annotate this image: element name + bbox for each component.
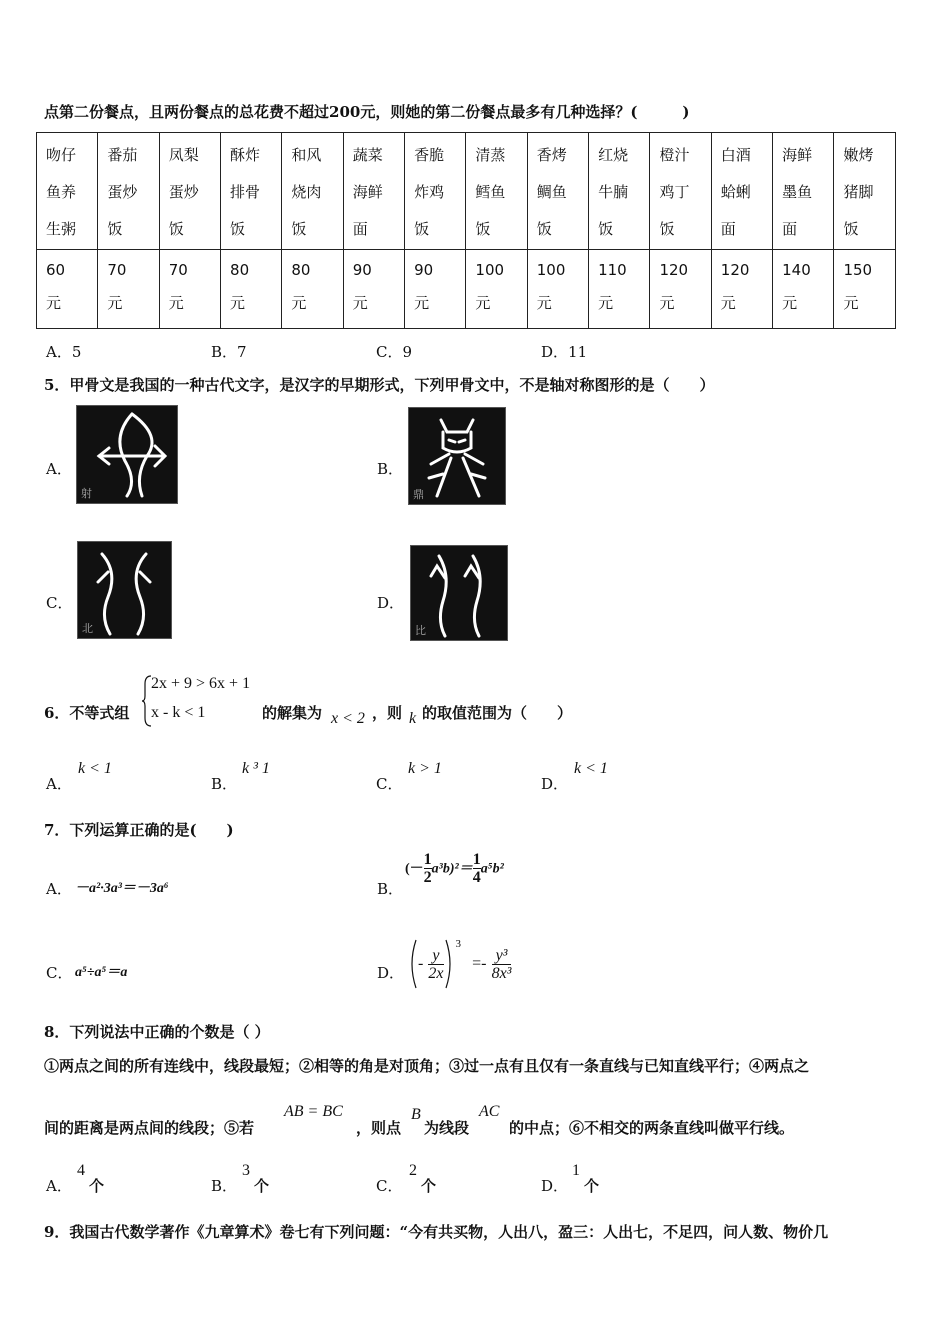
menu-item-name-line: 饭 xyxy=(168,220,184,238)
menu-item-price-line: 140 xyxy=(782,261,811,279)
d-num: y xyxy=(432,946,440,964)
menu-item-name-line: 牛腩 xyxy=(598,183,629,201)
q6-option-c-label[interactable]: C． xyxy=(376,775,403,793)
menu-item-name-line: 生粥 xyxy=(46,220,77,238)
menu-item-name-cell xyxy=(282,133,343,250)
left-paren-icon xyxy=(406,938,418,990)
menu-item-name-line: 饭 xyxy=(598,220,614,238)
menu-item-name-line: 和风 xyxy=(291,146,322,164)
q8-option-c-unit: 个 xyxy=(421,1177,437,1195)
menu-item-name-line: 猪脚 xyxy=(843,183,874,201)
b-frac2-num: 1 xyxy=(472,851,481,868)
menu-item-price-cell xyxy=(159,250,220,329)
menu-item-name-line: 烧肉 xyxy=(291,183,322,201)
menu-item-name-line: 吻仔 xyxy=(46,146,77,164)
menu-item-price-line: 120 xyxy=(720,261,750,279)
menu-item-name-cell xyxy=(405,133,466,250)
q7-option-a-label[interactable]: A． xyxy=(46,880,72,898)
ding-glyph-image[interactable] xyxy=(408,407,506,505)
menu-item-name-line: 面 xyxy=(720,220,736,238)
inequality-1: 2x + 9 > 6x + 1 xyxy=(151,675,251,692)
menu-item-price-line: 80 xyxy=(230,261,250,279)
menu-item-price-line: 元 xyxy=(107,294,123,312)
b-mid: a³b)²＝ xyxy=(431,861,473,877)
menu-item-name-cell xyxy=(834,133,896,250)
q8-line2-expr: AB = BC xyxy=(284,1103,343,1120)
menu-item-name-line: 酥炸 xyxy=(230,146,261,164)
menu-item-price-cell xyxy=(773,250,834,329)
menu-item-name-line: 饭 xyxy=(230,220,246,238)
q9-stem: 9．我国古代数学著作《九章算术》卷七有下列问题：“今有共买物，人出八，盈三：人出七，不足四，问人数、物价几 xyxy=(44,1223,829,1241)
menu-item-price-line: 元 xyxy=(352,294,368,312)
q7-option-b-label[interactable]: B． xyxy=(377,880,404,898)
q5-option-b-label[interactable]: B． xyxy=(377,460,404,478)
menu-item-name-cell xyxy=(37,133,98,250)
q6-mid1: 的解集为 xyxy=(262,704,323,722)
menu-item-price-line: 元 xyxy=(475,294,491,312)
menu-item-price-line: 元 xyxy=(536,294,552,312)
inequality-2: x - k < 1 xyxy=(151,704,206,721)
q8-option-d-label[interactable]: D． xyxy=(541,1177,569,1195)
menu-item-price-line: 元 xyxy=(782,294,798,312)
menu-item-price-cell xyxy=(221,250,282,329)
q8-option-a-num: 4 xyxy=(77,1162,85,1179)
menu-item-price-cell xyxy=(405,250,466,329)
b-fraction-2 xyxy=(473,851,481,886)
menu-item-price-line: 70 xyxy=(107,261,127,279)
menu-item-name-cell xyxy=(98,133,159,250)
menu-item-price-line: 元 xyxy=(843,294,859,312)
q6-prefix: 6．不等式组 xyxy=(44,704,130,722)
q4-stem-tail: 点第二份餐点，且两份餐点的总花费不超过200元，则她的第二份餐点最多有几种选择？( ) xyxy=(44,103,690,121)
menu-item-name-line: 面 xyxy=(352,220,368,238)
q8-line2-var: B xyxy=(411,1106,421,1123)
q8-option-c-num: 2 xyxy=(409,1162,417,1179)
menu-item-price-cell xyxy=(589,250,650,329)
q5-stem: 5．甲骨文是我国的一种古代文字，是汉字的早期形式，下列甲骨文中，不是轴对称图形的是（ ） xyxy=(44,376,715,394)
glyph-caption: 北 xyxy=(82,622,93,635)
menu-item-price-line: 70 xyxy=(168,261,188,279)
glyph-caption: 射 xyxy=(81,487,92,500)
q8-option-d-num: 1 xyxy=(572,1162,580,1179)
menu-item-name-line: 炸鸡 xyxy=(414,183,445,201)
menu-item-price-cell xyxy=(37,250,98,329)
q8-line2-d: 的中点；⑥不相交的两条直线叫做平行线。 xyxy=(509,1119,795,1137)
b-open: (－ xyxy=(405,861,424,877)
b-fraction-1 xyxy=(424,851,432,886)
menu-item-name-line: 橙汁 xyxy=(659,146,690,164)
q7-option-d-label[interactable]: D． xyxy=(377,964,405,982)
q8-option-a-unit: 个 xyxy=(89,1177,105,1195)
q8-option-b-unit: 个 xyxy=(254,1177,270,1195)
menu-item-price-line: 100 xyxy=(536,261,566,279)
q6-solution: x < 2 xyxy=(331,710,365,727)
menu-item-price-line: 100 xyxy=(475,261,505,279)
menu-item-name-line: 饭 xyxy=(291,220,307,238)
menu-item-price-cell xyxy=(282,250,343,329)
menu-item-name-cell xyxy=(589,133,650,250)
q5-option-d-label[interactable]: D． xyxy=(377,594,405,612)
menu-item-name-line: 蔬菜 xyxy=(352,146,383,164)
q8-option-c-label[interactable]: C． xyxy=(376,1177,403,1195)
menu-item-name-line: 清蒸 xyxy=(475,146,506,164)
q7-option-d-expr xyxy=(406,938,511,990)
menu-item-name-line: 鲷鱼 xyxy=(536,183,567,201)
q4-option-c[interactable]: C．9 xyxy=(376,343,413,361)
b-frac1-den: 2 xyxy=(423,869,432,886)
menu-item-name-cell xyxy=(711,133,772,250)
q6-mid2: ，则 xyxy=(372,704,403,722)
menu-item-name-line: 番茄 xyxy=(107,146,138,164)
q7-option-c-label[interactable]: C． xyxy=(46,964,73,982)
q7-option-c-expr: a⁵÷a⁵＝a xyxy=(75,965,128,980)
q4-option-a[interactable]: A．5 xyxy=(46,343,82,361)
menu-item-price-line: 元 xyxy=(168,294,184,312)
d-pow: 3 xyxy=(455,938,462,950)
b-frac1-num: 1 xyxy=(423,851,432,868)
q8-line2-c: 为线段 xyxy=(424,1119,470,1137)
menu-item-price-cell xyxy=(98,250,159,329)
menu-item-price-line: 元 xyxy=(659,294,675,312)
q6-option-c-value: k > 1 xyxy=(408,760,442,777)
menu-item-name-line: 海鲜 xyxy=(782,146,813,164)
menu-item-price-line: 元 xyxy=(598,294,614,312)
b-end: a⁵b² xyxy=(480,861,504,877)
menu-item-name-line: 鱼养 xyxy=(46,183,77,201)
q8-line2-seg: AC xyxy=(479,1103,500,1120)
bi-glyph-image[interactable] xyxy=(410,545,508,641)
d-eq: =- xyxy=(472,955,487,972)
menu-item-price-line: 元 xyxy=(230,294,246,312)
q6-option-d-label[interactable]: D． xyxy=(541,775,569,793)
menu-item-name-cell xyxy=(650,133,711,250)
d-rden: 8x³ xyxy=(491,964,512,982)
menu-item-name-line: 鸡丁 xyxy=(659,183,690,201)
menu-item-name-line: 面 xyxy=(782,220,798,238)
menu-prices-row xyxy=(37,250,896,329)
menu-item-price-line: 元 xyxy=(414,294,430,312)
menu-item-name-cell xyxy=(159,133,220,250)
menu-table xyxy=(36,132,896,329)
q8-option-d-unit: 个 xyxy=(584,1177,600,1195)
q8-line2-b: ，则点 xyxy=(356,1119,402,1137)
menu-item-name-line: 饭 xyxy=(659,220,675,238)
menu-item-price-cell xyxy=(527,250,588,329)
menu-item-name-cell xyxy=(527,133,588,250)
menu-item-price-line: 110 xyxy=(598,261,627,279)
q7-stem: 7．下列运算正确的是( ) xyxy=(44,821,234,839)
q6-option-d-value: k < 1 xyxy=(574,760,608,777)
menu-item-name-cell xyxy=(343,133,404,250)
menu-item-name-line: 红烧 xyxy=(598,146,629,164)
menu-item-price-line: 90 xyxy=(414,261,434,279)
q6-suffix: 的取值范围为（ ） xyxy=(422,704,573,722)
menu-item-name-cell xyxy=(773,133,834,250)
menu-item-name-line: 凤梨 xyxy=(168,146,199,164)
menu-item-price-line: 元 xyxy=(720,294,736,312)
menu-item-price-cell xyxy=(834,250,896,329)
glyph-caption: 比 xyxy=(415,624,426,637)
menu-item-name-line: 白酒 xyxy=(720,146,751,164)
right-paren-icon xyxy=(444,938,456,990)
d-right-fraction xyxy=(492,947,512,982)
q5-option-c-label[interactable]: C． xyxy=(46,594,73,612)
d-fraction xyxy=(428,947,443,982)
q5-option-a-label[interactable]: A． xyxy=(46,460,72,478)
q4-option-d[interactable]: D．11 xyxy=(541,343,588,361)
menu-item-price-line: 120 xyxy=(659,261,689,279)
menu-item-price-line: 60 xyxy=(46,261,66,279)
menu-item-name-line: 蛋炒 xyxy=(107,183,138,201)
glyph-caption: 鼎 xyxy=(413,488,424,501)
menu-item-name-line: 香烤 xyxy=(536,146,567,164)
menu-item-name-line: 鳕鱼 xyxy=(475,183,506,201)
menu-item-name-line: 海鲜 xyxy=(352,183,383,201)
q4-option-b[interactable]: B．7 xyxy=(211,343,247,361)
q6-option-b-value: k ³ 1 xyxy=(242,760,270,777)
menu-item-name-line: 香脆 xyxy=(414,146,445,164)
q6-option-b-label[interactable]: B． xyxy=(211,775,238,793)
menu-item-price-cell xyxy=(650,250,711,329)
q6-option-a-value: k < 1 xyxy=(78,760,112,777)
menu-item-price-cell xyxy=(711,250,772,329)
menu-item-name-line: 饭 xyxy=(536,220,552,238)
menu-item-name-line: 蛤蜊 xyxy=(720,183,751,201)
menu-item-name-line: 饭 xyxy=(475,220,491,238)
q8-option-b-num: 3 xyxy=(242,1162,250,1179)
menu-item-name-line: 饭 xyxy=(107,220,123,238)
menu-item-price-line: 元 xyxy=(46,294,62,312)
d-minus: - xyxy=(418,955,424,972)
d-rnum: y³ xyxy=(495,946,508,964)
menu-item-name-line: 饭 xyxy=(843,220,859,238)
menu-item-name-line: 墨鱼 xyxy=(782,183,813,201)
menu-item-price-cell xyxy=(466,250,527,329)
menu-item-name-line: 排骨 xyxy=(230,183,261,201)
menu-names-row xyxy=(37,133,896,250)
q6-var: k xyxy=(409,710,417,727)
menu-item-price-line: 150 xyxy=(843,261,873,279)
menu-item-price-line: 90 xyxy=(352,261,372,279)
bei-glyph-image[interactable] xyxy=(77,541,172,639)
b-frac2-den: 4 xyxy=(472,869,481,886)
q7-option-a-expr: －a²·3a³＝－3a⁶ xyxy=(75,881,169,896)
menu-item-name-cell xyxy=(221,133,282,250)
menu-item-name-line: 蛋炒 xyxy=(168,183,199,201)
q8-option-b-label[interactable]: B． xyxy=(211,1177,238,1195)
q7-option-b-expr xyxy=(405,851,504,886)
bow-arrow-glyph-image[interactable] xyxy=(76,405,178,504)
q8-option-a-label[interactable]: A． xyxy=(46,1177,72,1195)
menu-item-name-line: 饭 xyxy=(414,220,430,238)
menu-item-price-line: 80 xyxy=(291,261,311,279)
bow-arrow-glyph-icon xyxy=(77,406,177,503)
menu-item-price-cell xyxy=(343,250,404,329)
menu-item-name-line: 嫩烤 xyxy=(843,146,874,164)
q8-line1: ①两点之间的所有连线中，线段最短；②相等的角是对顶角；③过一点有且仅有一条直线与已知直线平行；④两点之 xyxy=(44,1057,810,1075)
q8-line2-a: 间的距离是两点间的线段；⑤若 xyxy=(44,1119,255,1137)
d-den: 2x xyxy=(428,964,444,982)
q8-stem: 8．下列说法中正确的个数是（ ） xyxy=(44,1023,270,1041)
menu-item-price-line: 元 xyxy=(291,294,307,312)
menu-item-name-cell xyxy=(466,133,527,250)
q6-option-a-label[interactable]: A． xyxy=(46,775,72,793)
